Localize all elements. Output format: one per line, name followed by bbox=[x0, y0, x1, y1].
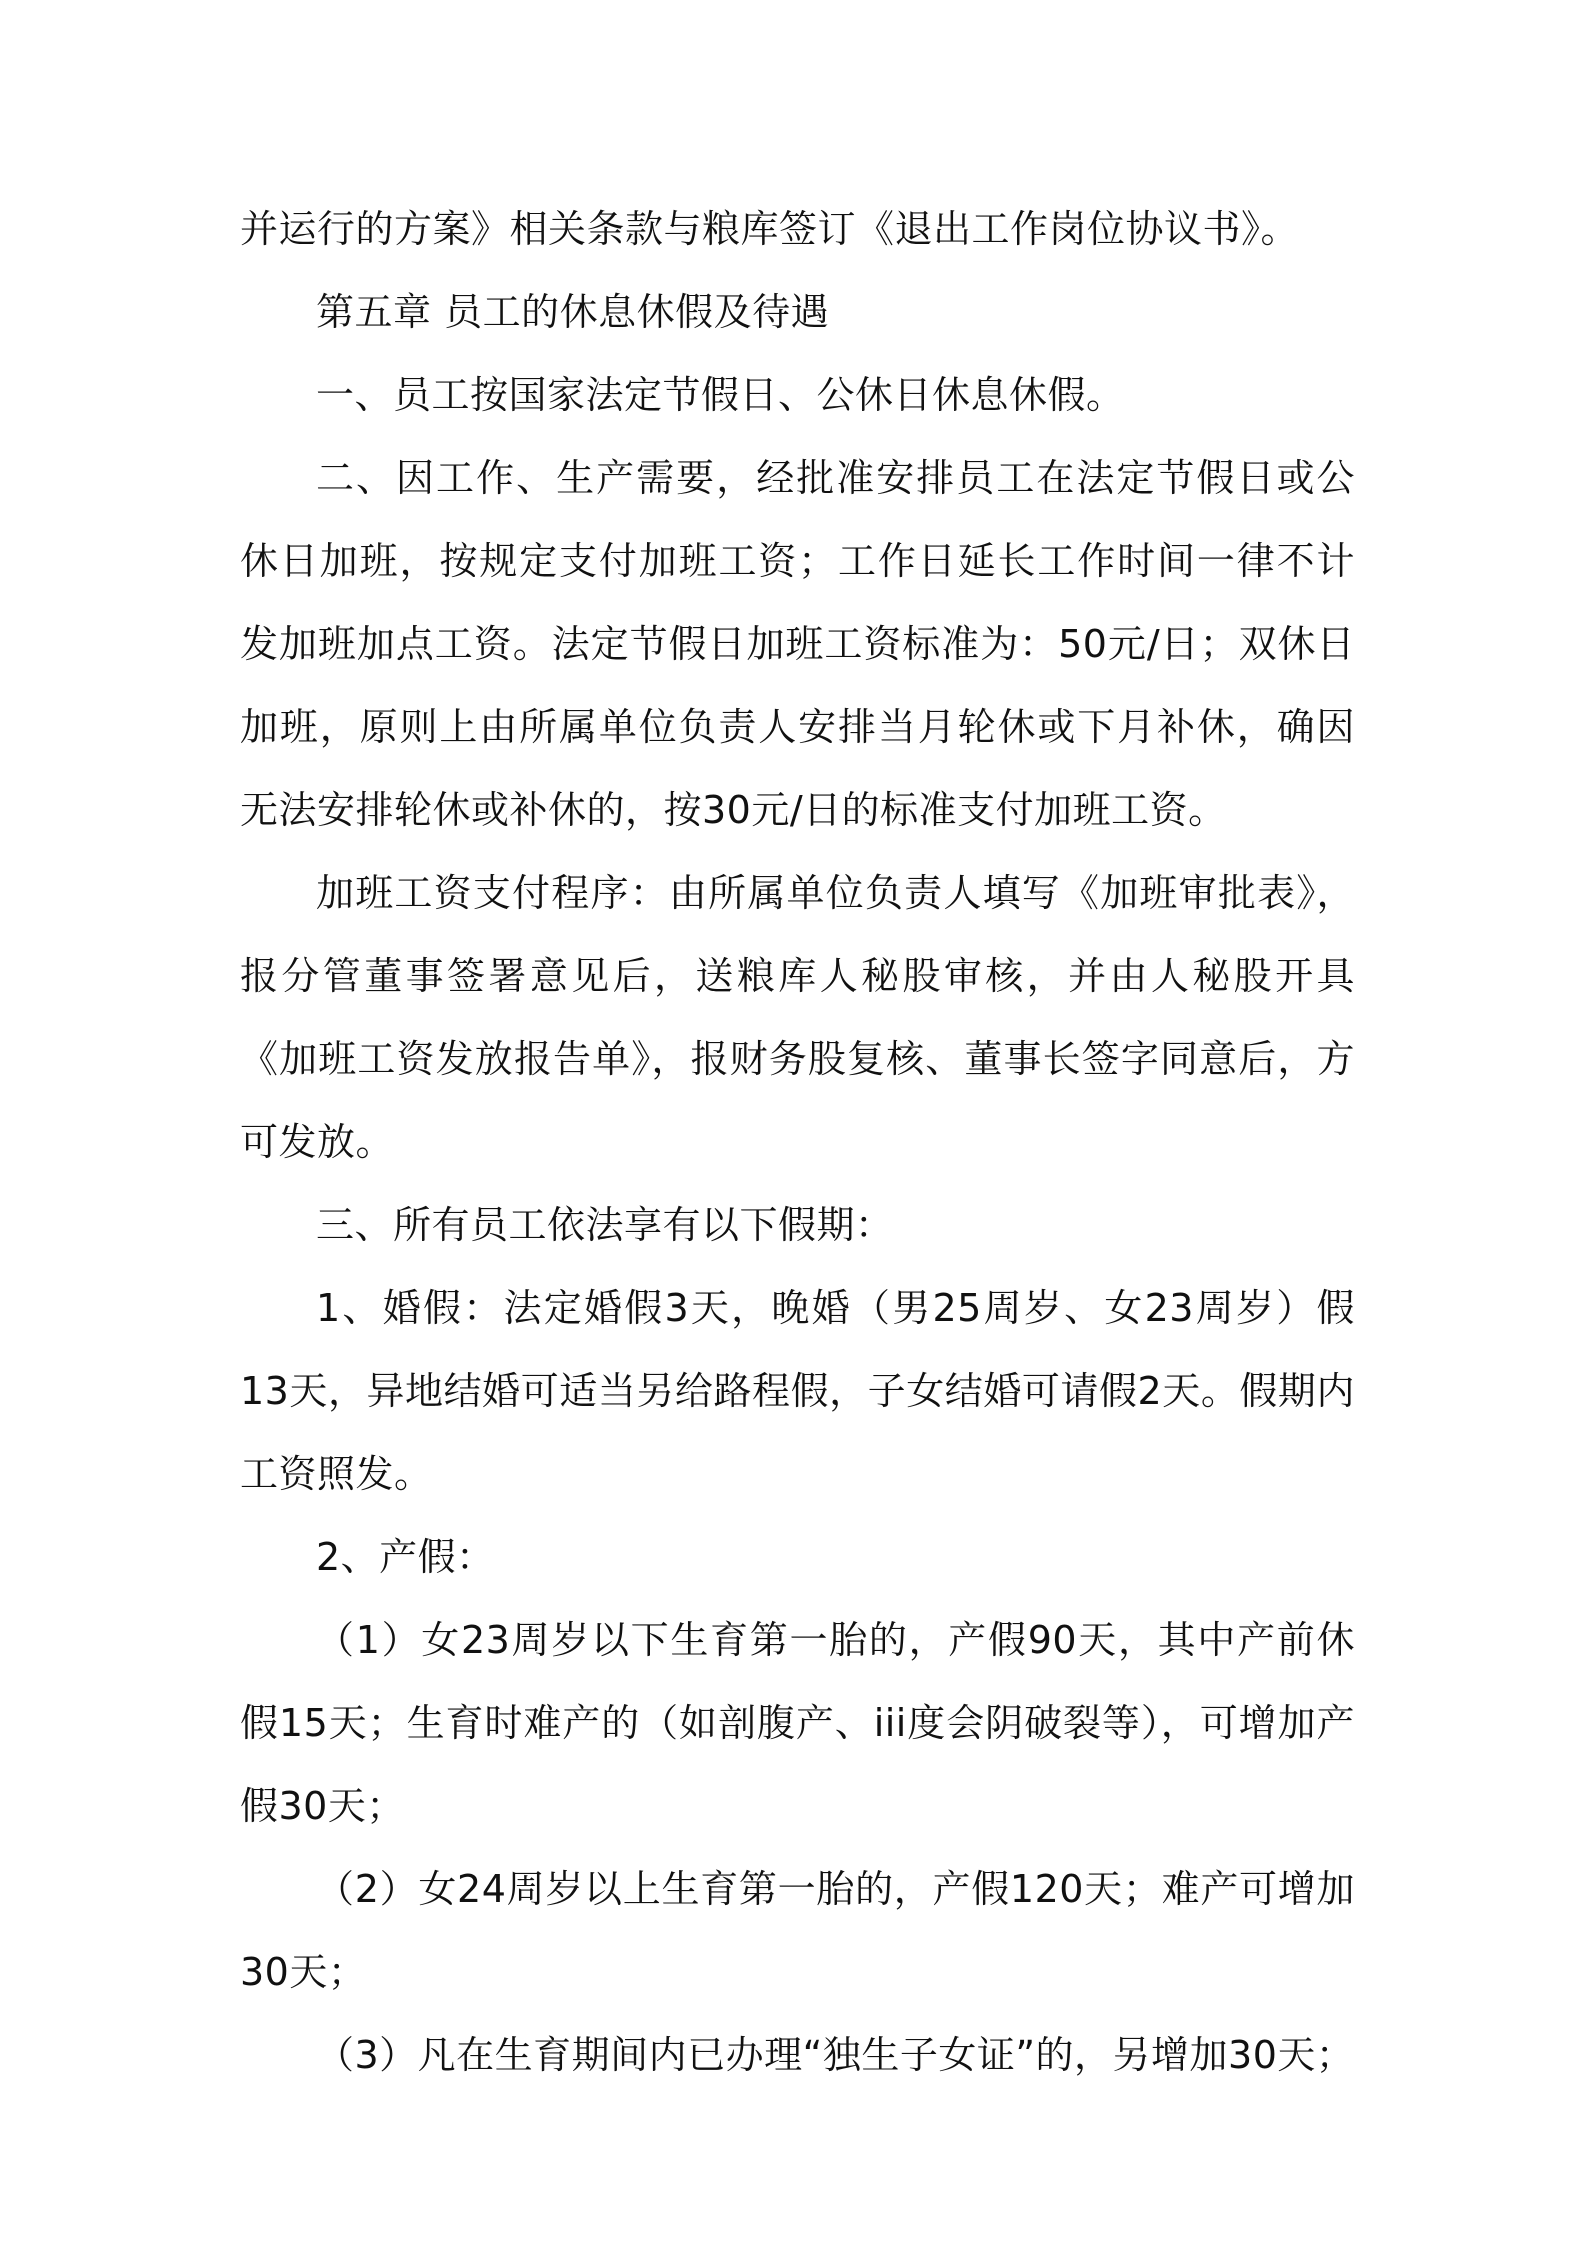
paragraph-item-1: 一、员工按国家法定节假日、公休日休息休假。 bbox=[316, 373, 1125, 417]
chapter-heading: 第五章 员工的休息休假及待遇 bbox=[316, 290, 830, 334]
paragraph-item-3: 三、所有员工依法享有以下假期： bbox=[316, 1203, 894, 1247]
paragraph-maternity-leave: 2、产假： bbox=[316, 1535, 495, 1579]
paragraph-marriage-leave: 1、婚假：法定婚假3天，晚婚（男25周岁、女23周岁）假13天，异地结婚可适当另给路程假，子女结婚可请假2天。假期内工资照发。 bbox=[240, 1286, 1355, 1496]
paragraph-overtime-procedure: 加班工资支付程序：由所属单位负责人填写《加班审批表》，报分管董事签署意见后，送粮库人秘股审核，并由人秘股开具《加班工资发放报告单》，报财务股复核、董事长签字同意后，方可发放。 bbox=[240, 871, 1355, 1164]
paragraph-maternity-sub-3: （3）凡在生育期间内已办理“独生子女证”的，另增加30天； bbox=[316, 2033, 1355, 2077]
paragraph-maternity-sub-1: （1）女23周岁以下生育第一胎的，产假90天，其中产前休假15天；生育时难产的（如剖腹产、iii度会阴破裂等），可增加产假30天； bbox=[240, 1618, 1355, 1828]
paragraph-item-2: 二、因工作、生产需要，经批准安排员工在法定节假日或公休日加班，按规定支付加班工资；工作日延长工作时间一律不计发加班加点工资。法定节假日加班工资标准为：50元/日；双休日加班，原则上由所属单位负责人安排当月轮休或下月补休，确因无法安排轮休或补休的，按30元/日的标准支付加班工资。 bbox=[240, 456, 1355, 832]
paragraph-continuation: 并运行的方案》相关条款与粮库签订《退出工作岗位协议书》。 bbox=[240, 207, 1300, 251]
paragraph-maternity-sub-2: （2）女24周岁以上生育第一胎的，产假120天；难产可增加30天； bbox=[240, 1867, 1355, 1994]
document-body bbox=[240, 188, 1355, 2097]
